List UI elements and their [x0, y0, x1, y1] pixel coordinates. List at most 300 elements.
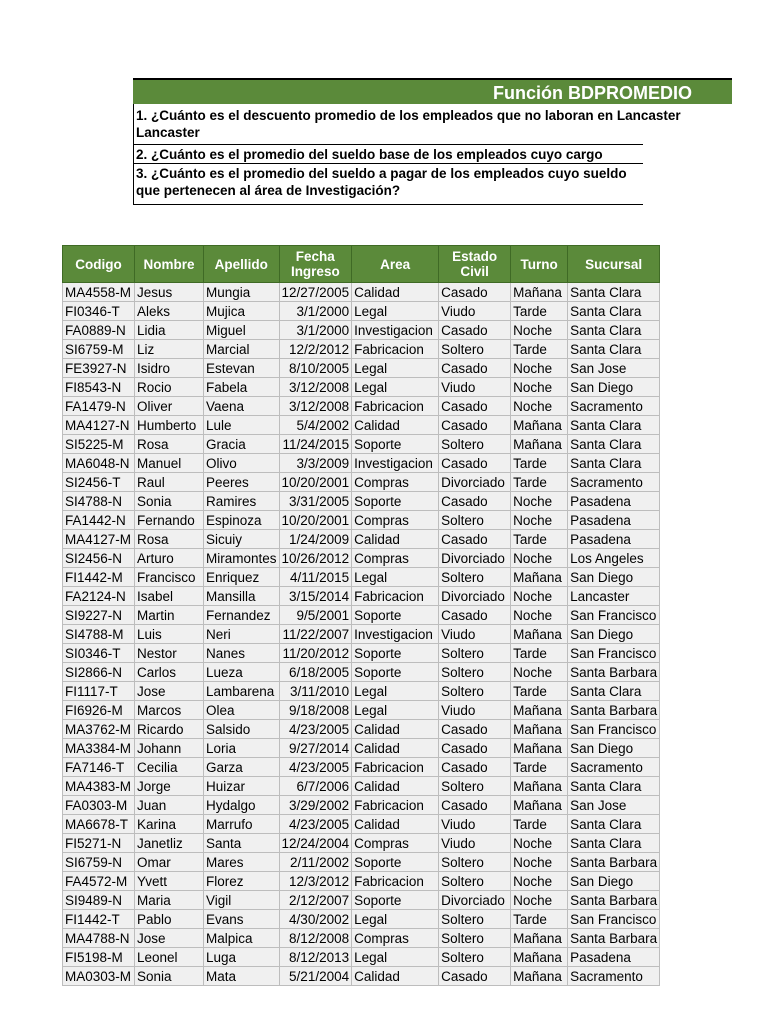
table-cell[interactable]: Rosa — [135, 435, 204, 454]
table-cell[interactable]: Humberto — [135, 416, 204, 435]
table-cell[interactable]: Johann — [135, 739, 204, 758]
table-cell[interactable]: Soporte — [352, 644, 439, 663]
table-row[interactable] — [63, 720, 660, 739]
table-cell[interactable]: 3/31/2005 — [279, 492, 352, 511]
table-cell[interactable]: Mañana — [511, 720, 568, 739]
table-cell[interactable]: Noche — [511, 891, 568, 910]
table-cell[interactable]: Sonia — [135, 492, 204, 511]
table-cell[interactable]: FI1442-M — [63, 568, 135, 587]
table-cell[interactable]: Lueza — [204, 663, 280, 682]
table-row[interactable] — [63, 625, 660, 644]
table-row[interactable] — [63, 739, 660, 758]
table-cell[interactable]: MA4788-N — [63, 929, 135, 948]
table-cell[interactable]: Huizar — [204, 777, 280, 796]
table-cell[interactable]: Rocio — [135, 378, 204, 397]
table-cell[interactable]: Legal — [352, 948, 439, 967]
table-cell[interactable]: Noche — [511, 853, 568, 872]
table-cell[interactable]: Mañana — [511, 283, 568, 302]
table-cell[interactable]: Nestor — [135, 644, 204, 663]
table-cell[interactable]: San Diego — [568, 625, 660, 644]
table-cell[interactable]: 12/24/2004 — [279, 834, 352, 853]
table-cell[interactable]: Mañana — [511, 435, 568, 454]
table-cell[interactable]: SI9489-N — [63, 891, 135, 910]
table-cell[interactable]: Tarde — [511, 682, 568, 701]
table-row[interactable] — [63, 929, 660, 948]
table-cell[interactable]: 4/23/2005 — [279, 815, 352, 834]
table-cell[interactable]: Isidro — [135, 359, 204, 378]
table-cell[interactable]: Pasadena — [568, 511, 660, 530]
table-row[interactable] — [63, 549, 660, 568]
table-cell[interactable]: San Francisco — [568, 720, 660, 739]
table-cell[interactable]: 2/11/2002 — [279, 853, 352, 872]
table-cell[interactable]: Francisco — [135, 568, 204, 587]
table-cell[interactable]: Calidad — [352, 530, 439, 549]
table-cell[interactable]: 6/7/2006 — [279, 777, 352, 796]
table-cell[interactable]: Miguel — [204, 321, 280, 340]
table-cell[interactable]: 3/12/2008 — [279, 378, 352, 397]
table-cell[interactable]: Noche — [511, 834, 568, 853]
table-cell[interactable]: Luis — [135, 625, 204, 644]
table-row[interactable] — [63, 663, 660, 682]
column-header[interactable]: Fecha Ingreso — [279, 246, 352, 283]
table-cell[interactable]: Santa Clara — [568, 815, 660, 834]
table-cell[interactable]: Soltero — [439, 929, 511, 948]
table-cell[interactable]: Viudo — [439, 378, 511, 397]
table-cell[interactable]: Noche — [511, 872, 568, 891]
table-cell[interactable]: Calidad — [352, 967, 439, 986]
table-cell[interactable]: Legal — [352, 701, 439, 720]
table-cell[interactable]: MA3762-M — [63, 720, 135, 739]
table-cell[interactable]: Noche — [511, 663, 568, 682]
table-cell[interactable]: Casado — [439, 416, 511, 435]
table-cell[interactable]: Mañana — [511, 739, 568, 758]
table-cell[interactable]: Noche — [511, 492, 568, 511]
table-cell[interactable]: FA0889-N — [63, 321, 135, 340]
table-cell[interactable]: 9/5/2001 — [279, 606, 352, 625]
table-cell[interactable]: SI2456-N — [63, 549, 135, 568]
table-cell[interactable]: Noche — [511, 511, 568, 530]
table-cell[interactable]: Mujica — [204, 302, 280, 321]
table-cell[interactable]: FA1442-N — [63, 511, 135, 530]
table-cell[interactable]: FE3927-N — [63, 359, 135, 378]
table-row[interactable] — [63, 948, 660, 967]
column-header[interactable]: Area — [352, 246, 439, 283]
table-cell[interactable]: Soltero — [439, 910, 511, 929]
table-cell[interactable]: Olea — [204, 701, 280, 720]
table-cell[interactable]: 10/26/2012 — [279, 549, 352, 568]
table-cell[interactable]: 12/3/2012 — [279, 872, 352, 891]
table-cell[interactable]: Noche — [511, 606, 568, 625]
table-cell[interactable]: Viudo — [439, 815, 511, 834]
table-cell[interactable]: Santa Clara — [568, 435, 660, 454]
table-cell[interactable]: Florez — [204, 872, 280, 891]
table-cell[interactable]: Legal — [352, 910, 439, 929]
table-cell[interactable]: SI2456-T — [63, 473, 135, 492]
table-row[interactable] — [63, 891, 660, 910]
table-cell[interactable]: Enriquez — [204, 568, 280, 587]
table-cell[interactable]: Soltero — [439, 872, 511, 891]
table-row[interactable] — [63, 777, 660, 796]
table-cell[interactable]: Estevan — [204, 359, 280, 378]
table-cell[interactable]: Mañana — [511, 796, 568, 815]
table-cell[interactable]: Sacramento — [568, 473, 660, 492]
table-cell[interactable]: Marcial — [204, 340, 280, 359]
table-cell[interactable]: Legal — [352, 359, 439, 378]
table-cell[interactable]: Calidad — [352, 815, 439, 834]
table-cell[interactable]: Nanes — [204, 644, 280, 663]
table-cell[interactable]: SI0346-T — [63, 644, 135, 663]
table-cell[interactable]: 10/20/2001 — [279, 473, 352, 492]
table-cell[interactable]: 12/27/2005 — [279, 283, 352, 302]
table-row[interactable] — [63, 454, 660, 473]
table-cell[interactable]: Fernando — [135, 511, 204, 530]
table-cell[interactable]: Fabricacion — [352, 587, 439, 606]
table-cell[interactable]: Jose — [135, 929, 204, 948]
table-cell[interactable]: Hydalgo — [204, 796, 280, 815]
table-cell[interactable]: Gracia — [204, 435, 280, 454]
table-cell[interactable]: Noche — [511, 587, 568, 606]
table-row[interactable] — [63, 397, 660, 416]
table-cell[interactable]: Soltero — [439, 853, 511, 872]
table-cell[interactable]: Soltero — [439, 663, 511, 682]
table-cell[interactable]: Vigil — [204, 891, 280, 910]
table-cell[interactable]: Raul — [135, 473, 204, 492]
table-cell[interactable]: 6/18/2005 — [279, 663, 352, 682]
table-cell[interactable]: FI5198-M — [63, 948, 135, 967]
table-cell[interactable]: 8/12/2008 — [279, 929, 352, 948]
table-cell[interactable]: MA4127-N — [63, 416, 135, 435]
table-row[interactable] — [63, 378, 660, 397]
table-cell[interactable]: Casado — [439, 967, 511, 986]
table-cell[interactable]: Neri — [204, 625, 280, 644]
table-cell[interactable]: San Jose — [568, 359, 660, 378]
table-cell[interactable]: Rosa — [135, 530, 204, 549]
table-cell[interactable]: MA4127-M — [63, 530, 135, 549]
table-cell[interactable]: 4/30/2002 — [279, 910, 352, 929]
table-cell[interactable]: Soltero — [439, 568, 511, 587]
table-cell[interactable]: Calidad — [352, 739, 439, 758]
table-row[interactable] — [63, 511, 660, 530]
table-cell[interactable]: 5/4/2002 — [279, 416, 352, 435]
table-cell[interactable]: Calidad — [352, 283, 439, 302]
table-row[interactable] — [63, 359, 660, 378]
table-cell[interactable]: Santa — [204, 834, 280, 853]
table-row[interactable] — [63, 530, 660, 549]
table-cell[interactable]: Divorciado — [439, 587, 511, 606]
table-cell[interactable]: Tarde — [511, 910, 568, 929]
table-cell[interactable]: San Francisco — [568, 910, 660, 929]
table-cell[interactable]: Cecilia — [135, 758, 204, 777]
table-cell[interactable]: Pasadena — [568, 948, 660, 967]
table-cell[interactable]: FI8543-N — [63, 378, 135, 397]
table-cell[interactable]: 2/12/2007 — [279, 891, 352, 910]
table-cell[interactable]: Mañana — [511, 929, 568, 948]
table-cell[interactable]: Janetliz — [135, 834, 204, 853]
table-cell[interactable]: Mañana — [511, 568, 568, 587]
table-cell[interactable]: Mañana — [511, 948, 568, 967]
table-cell[interactable]: Soporte — [352, 606, 439, 625]
table-cell[interactable]: Oliver — [135, 397, 204, 416]
table-cell[interactable]: MA6048-N — [63, 454, 135, 473]
table-cell[interactable]: 3/3/2009 — [279, 454, 352, 473]
table-cell[interactable]: Soltero — [439, 948, 511, 967]
table-cell[interactable]: Legal — [352, 302, 439, 321]
table-cell[interactable]: Lambarena — [204, 682, 280, 701]
table-row[interactable] — [63, 910, 660, 929]
table-cell[interactable]: Casado — [439, 606, 511, 625]
table-cell[interactable]: Casado — [439, 359, 511, 378]
table-cell[interactable]: Soltero — [439, 435, 511, 454]
table-cell[interactable]: Soporte — [352, 891, 439, 910]
table-cell[interactable]: Santa Clara — [568, 777, 660, 796]
table-cell[interactable]: Legal — [352, 568, 439, 587]
table-cell[interactable]: San Francisco — [568, 644, 660, 663]
table-cell[interactable]: Juan — [135, 796, 204, 815]
table-cell[interactable]: FI6926-M — [63, 701, 135, 720]
table-cell[interactable]: Tarde — [511, 340, 568, 359]
column-header[interactable]: Turno — [511, 246, 568, 283]
table-cell[interactable]: Casado — [439, 720, 511, 739]
table-cell[interactable]: FA0303-M — [63, 796, 135, 815]
table-cell[interactable]: Garza — [204, 758, 280, 777]
table-cell[interactable]: Soltero — [439, 340, 511, 359]
table-cell[interactable]: 3/1/2000 — [279, 302, 352, 321]
table-cell[interactable]: Viudo — [439, 834, 511, 853]
table-cell[interactable]: Miramontes — [204, 549, 280, 568]
table-cell[interactable]: Peeres — [204, 473, 280, 492]
table-cell[interactable]: 11/20/2012 — [279, 644, 352, 663]
table-row[interactable] — [63, 473, 660, 492]
table-cell[interactable]: Santa Barbara — [568, 663, 660, 682]
table-cell[interactable]: Noche — [511, 321, 568, 340]
table-cell[interactable]: Martin — [135, 606, 204, 625]
table-cell[interactable]: FA4572-M — [63, 872, 135, 891]
table-cell[interactable]: 11/24/2015 — [279, 435, 352, 454]
table-cell[interactable]: 4/11/2015 — [279, 568, 352, 587]
table-cell[interactable]: Santa Clara — [568, 454, 660, 473]
table-cell[interactable]: Mañana — [511, 416, 568, 435]
table-cell[interactable]: Mata — [204, 967, 280, 986]
table-cell[interactable]: Arturo — [135, 549, 204, 568]
table-cell[interactable]: Tarde — [511, 758, 568, 777]
table-row[interactable] — [63, 587, 660, 606]
table-cell[interactable]: 12/2/2012 — [279, 340, 352, 359]
table-cell[interactable]: Lancaster — [568, 587, 660, 606]
table-cell[interactable]: Jorge — [135, 777, 204, 796]
table-cell[interactable]: 10/20/2001 — [279, 511, 352, 530]
table-cell[interactable]: 3/1/2000 — [279, 321, 352, 340]
table-cell[interactable]: Fabricacion — [352, 872, 439, 891]
table-cell[interactable]: FI5271-N — [63, 834, 135, 853]
table-cell[interactable]: MA0303-M — [63, 967, 135, 986]
table-cell[interactable]: SI4788-N — [63, 492, 135, 511]
table-cell[interactable]: Sacramento — [568, 397, 660, 416]
table-row[interactable] — [63, 872, 660, 891]
table-cell[interactable]: MA3384-M — [63, 739, 135, 758]
table-cell[interactable]: Ricardo — [135, 720, 204, 739]
table-cell[interactable]: Investigacion — [352, 454, 439, 473]
table-cell[interactable]: San Jose — [568, 796, 660, 815]
table-cell[interactable]: Ramires — [204, 492, 280, 511]
table-cell[interactable]: FI1442-T — [63, 910, 135, 929]
table-cell[interactable]: Noche — [511, 397, 568, 416]
table-row[interactable] — [63, 644, 660, 663]
table-row[interactable] — [63, 340, 660, 359]
table-cell[interactable]: Casado — [439, 530, 511, 549]
table-cell[interactable]: SI4788-M — [63, 625, 135, 644]
table-cell[interactable]: Jesus — [135, 283, 204, 302]
column-header[interactable]: Apellido — [204, 246, 280, 283]
table-cell[interactable]: Jose — [135, 682, 204, 701]
table-cell[interactable]: Pasadena — [568, 530, 660, 549]
table-cell[interactable]: Soltero — [439, 777, 511, 796]
table-cell[interactable]: Soporte — [352, 492, 439, 511]
table-cell[interactable]: Santa Clara — [568, 283, 660, 302]
table-cell[interactable]: Santa Clara — [568, 416, 660, 435]
table-cell[interactable]: Manuel — [135, 454, 204, 473]
table-cell[interactable]: Santa Clara — [568, 302, 660, 321]
table-cell[interactable]: Omar — [135, 853, 204, 872]
table-cell[interactable]: Mañana — [511, 701, 568, 720]
table-cell[interactable]: Compras — [352, 929, 439, 948]
table-cell[interactable]: Soltero — [439, 682, 511, 701]
table-cell[interactable]: MA4558-M — [63, 283, 135, 302]
table-cell[interactable]: Mañana — [511, 625, 568, 644]
table-cell[interactable]: 4/23/2005 — [279, 758, 352, 777]
table-cell[interactable]: Carlos — [135, 663, 204, 682]
table-cell[interactable]: Loria — [204, 739, 280, 758]
table-cell[interactable]: Vaena — [204, 397, 280, 416]
table-cell[interactable]: SI9227-N — [63, 606, 135, 625]
table-cell[interactable]: 8/12/2013 — [279, 948, 352, 967]
table-cell[interactable]: San Francisco — [568, 606, 660, 625]
table-cell[interactable]: Yvett — [135, 872, 204, 891]
table-cell[interactable]: Pasadena — [568, 492, 660, 511]
table-cell[interactable]: Tarde — [511, 302, 568, 321]
table-cell[interactable]: Casado — [439, 321, 511, 340]
column-header[interactable]: Nombre — [135, 246, 204, 283]
table-cell[interactable]: Marcos — [135, 701, 204, 720]
table-cell[interactable]: Casado — [439, 492, 511, 511]
table-row[interactable] — [63, 853, 660, 872]
table-cell[interactable]: Salsido — [204, 720, 280, 739]
table-cell[interactable]: Tarde — [511, 815, 568, 834]
table-cell[interactable]: FA1479-N — [63, 397, 135, 416]
table-cell[interactable]: SI6759-N — [63, 853, 135, 872]
table-cell[interactable]: Casado — [439, 454, 511, 473]
column-header[interactable]: Codigo — [63, 246, 135, 283]
table-cell[interactable]: Sicuiy — [204, 530, 280, 549]
table-cell[interactable]: FI1117-T — [63, 682, 135, 701]
table-cell[interactable]: San Diego — [568, 739, 660, 758]
table-cell[interactable]: 4/23/2005 — [279, 720, 352, 739]
table-cell[interactable]: Karina — [135, 815, 204, 834]
table-cell[interactable]: Legal — [352, 682, 439, 701]
table-cell[interactable]: Pablo — [135, 910, 204, 929]
table-cell[interactable]: 1/24/2009 — [279, 530, 352, 549]
table-cell[interactable]: Soltero — [439, 511, 511, 530]
table-cell[interactable]: Fabricacion — [352, 397, 439, 416]
table-cell[interactable]: Lule — [204, 416, 280, 435]
table-cell[interactable]: Viudo — [439, 701, 511, 720]
table-row[interactable] — [63, 302, 660, 321]
table-cell[interactable]: Mañana — [511, 777, 568, 796]
table-cell[interactable]: SI6759-M — [63, 340, 135, 359]
table-cell[interactable]: San Diego — [568, 872, 660, 891]
table-row[interactable] — [63, 321, 660, 340]
table-cell[interactable]: Isabel — [135, 587, 204, 606]
table-cell[interactable]: Casado — [439, 397, 511, 416]
table-cell[interactable]: Noche — [511, 359, 568, 378]
table-cell[interactable]: Santa Barbara — [568, 891, 660, 910]
table-cell[interactable]: Legal — [352, 378, 439, 397]
table-cell[interactable]: Sonia — [135, 967, 204, 986]
table-cell[interactable]: San Diego — [568, 378, 660, 397]
table-cell[interactable]: Evans — [204, 910, 280, 929]
table-cell[interactable]: Casado — [439, 739, 511, 758]
table-cell[interactable]: Los Angeles — [568, 549, 660, 568]
table-cell[interactable]: Mansilla — [204, 587, 280, 606]
column-header[interactable]: Estado Civil — [439, 246, 511, 283]
table-cell[interactable]: Noche — [511, 549, 568, 568]
table-cell[interactable]: MA4383-M — [63, 777, 135, 796]
table-cell[interactable]: Luga — [204, 948, 280, 967]
table-cell[interactable]: FI0346-T — [63, 302, 135, 321]
table-cell[interactable]: Santa Barbara — [568, 701, 660, 720]
table-row[interactable] — [63, 682, 660, 701]
table-cell[interactable]: Calidad — [352, 416, 439, 435]
table-cell[interactable]: Divorciado — [439, 473, 511, 492]
table-cell[interactable]: 5/21/2004 — [279, 967, 352, 986]
table-cell[interactable]: MA6678-T — [63, 815, 135, 834]
table-row[interactable] — [63, 701, 660, 720]
table-cell[interactable]: Calidad — [352, 720, 439, 739]
table-row[interactable] — [63, 416, 660, 435]
table-row[interactable] — [63, 796, 660, 815]
table-cell[interactable]: Espinoza — [204, 511, 280, 530]
table-cell[interactable]: Tarde — [511, 530, 568, 549]
table-row[interactable] — [63, 568, 660, 587]
table-cell[interactable]: Compras — [352, 511, 439, 530]
table-cell[interactable]: Santa Clara — [568, 834, 660, 853]
table-cell[interactable]: Casado — [439, 758, 511, 777]
table-cell[interactable]: Maria — [135, 891, 204, 910]
table-cell[interactable]: Soltero — [439, 644, 511, 663]
table-cell[interactable]: Viudo — [439, 625, 511, 644]
table-cell[interactable]: Sacramento — [568, 758, 660, 777]
table-cell[interactable]: Lidia — [135, 321, 204, 340]
table-row[interactable] — [63, 758, 660, 777]
table-cell[interactable]: Fernandez — [204, 606, 280, 625]
table-cell[interactable]: Calidad — [352, 777, 439, 796]
table-cell[interactable]: 8/10/2005 — [279, 359, 352, 378]
table-cell[interactable]: 3/12/2008 — [279, 397, 352, 416]
table-cell[interactable]: Tarde — [511, 644, 568, 663]
table-cell[interactable]: Investigacion — [352, 625, 439, 644]
table-cell[interactable]: Noche — [511, 378, 568, 397]
table-cell[interactable]: Compras — [352, 473, 439, 492]
table-cell[interactable]: Fabricacion — [352, 796, 439, 815]
table-cell[interactable]: Tarde — [511, 454, 568, 473]
table-cell[interactable]: SI2866-N — [63, 663, 135, 682]
table-cell[interactable]: FA7146-T — [63, 758, 135, 777]
table-cell[interactable]: 3/11/2010 — [279, 682, 352, 701]
table-row[interactable] — [63, 815, 660, 834]
table-row[interactable] — [63, 967, 660, 986]
table-cell[interactable]: Soporte — [352, 435, 439, 454]
table-cell[interactable]: Soporte — [352, 853, 439, 872]
table-cell[interactable]: Fabricacion — [352, 758, 439, 777]
